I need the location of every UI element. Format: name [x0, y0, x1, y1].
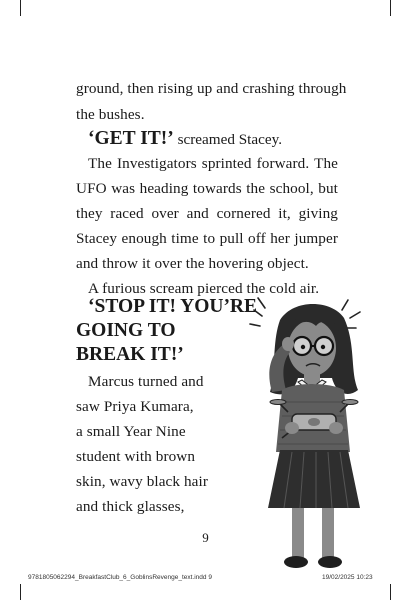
crop-mark-top-left: [20, 0, 21, 16]
text-line: A furious scream pierced the cold air.: [88, 280, 320, 297]
girl-with-glasses-holding-drone-icon: [232, 282, 382, 572]
page-number: 9: [202, 530, 209, 545]
text-line: and throw it over the hovering object.: [76, 255, 309, 272]
text-line: the bushes.: [76, 106, 145, 123]
text-line: and thick glasses,: [76, 498, 185, 515]
crop-mark-bottom-left: [20, 584, 21, 600]
text-line: The Investigators sprinted forward. The: [88, 155, 338, 172]
crop-mark-top-right: [390, 0, 391, 16]
text-line: Stacey enough time to pull off her jumper: [76, 230, 338, 247]
shout-going-to: GOING TO: [76, 320, 176, 341]
shout-get-it: [88, 128, 282, 151]
text-line: they raced over and cornered it, giving: [76, 205, 338, 222]
text-line: UFO was heading towards the school, but: [76, 180, 338, 197]
crop-mark-bottom-right: [390, 584, 391, 600]
shout-tail: screamed Stacey.: [173, 131, 283, 148]
text-line: Marcus turned and: [88, 373, 204, 390]
shout-stop-it: ‘STOP IT! YOU’RE: [88, 296, 258, 317]
text-line: student with brown: [76, 448, 196, 465]
text-line: a small Year Nine: [76, 423, 186, 440]
print-footer-timestamp: 19/02/2025 10:23: [322, 574, 373, 581]
text-line: skin, wavy black hair: [76, 473, 209, 490]
text-line: saw Priya Kumara,: [76, 398, 194, 415]
print-footer-file: 9781805062294_BreakfastClub_6_GoblinsRevenge_text.indd 9: [28, 574, 212, 581]
shout-text: ‘GET IT!’: [88, 128, 174, 149]
shout-break-it: BREAK IT!’: [76, 344, 184, 365]
text-line: ground, then rising up and crashing through: [76, 80, 347, 97]
